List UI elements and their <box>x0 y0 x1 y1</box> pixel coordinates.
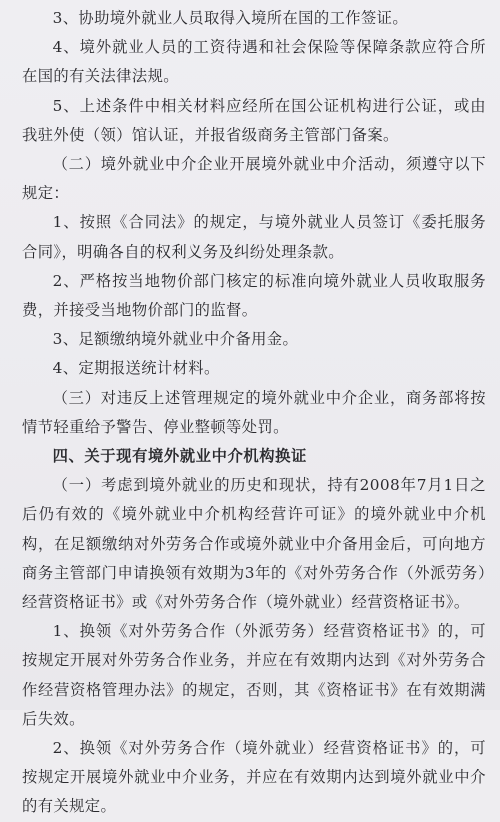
paragraph-item-4-wages: 4、境外就业人员的工资待遇和社会保险等保障条款应符合所在国的有关法律法规。 <box>22 38 486 86</box>
section-heading-4: 四、关于现有境外就业中介机构换证 <box>52 447 307 466</box>
paragraph-rule-3-reserve: 3、足额缴纳境外就业中介备用金。 <box>52 330 299 349</box>
paragraph-rule-2-fees: 2、严格按当地物价部门核定的标准向境外就业人员收取服务费，并接受当地物价部门的监督。 <box>22 271 486 320</box>
paragraph-section-4-1-exchange: （一）考虑到境外就业的历史和现状，持有2008年7月1日之后仍有效的《境外就业中介机构经营许可证》的境外就业中介机构，在足额缴纳对外劳务合作或境外就业中介备用金后，可向地方商务主管部门申请换领有效期为3年的《对外劳务合作（外派劳务）经营资格证书》或《对外劳务合作（境外就业）经营资格证书》。 <box>22 476 486 612</box>
paragraph-section-3-penalties: （三）对违反上述管理规定的境外就业中介企业，商务部将按情节轻重给予警告、停业整顿等处罚。 <box>22 388 486 436</box>
paragraph-item-3-visa: 3、协助境外就业人员取得入境所在国的工作签证。 <box>52 9 409 27</box>
paragraph-section-2-intro: （二）境外就业中介企业开展境外就业中介活动，须遵守以下规定： <box>22 155 486 203</box>
paragraph-item-5-notarization: 5、上述条件中相关材料应经所在国公证机构进行公证，或由我驻外使（领）馆认证，并报省级商务主管部门备案。 <box>22 96 486 144</box>
paragraph-exchange-item-2: 2、换领《对外劳务合作（境外就业）经营资格证书》的，可按规定开展境外就业中介业务，并应在有效期内达到境外就业中介的有关规定。 <box>22 739 486 816</box>
paragraph-rule-1-contract: 1、按照《合同法》的规定，与境外就业人员签订《委托服务合同》，明确各自的权利义务及纠纷处理条款。 <box>22 213 486 261</box>
paragraph-exchange-item-1: 1、换领《对外劳务合作（外派劳务）经营资格证书》的，可按规定开展对外劳务合作业务，并应在有效期内达到《对外劳务合作经营资格管理办法》的规定，否则，其《资格证书》在有效期满后失效。 <box>22 622 486 728</box>
paragraph-rule-4-statistics: 4、定期报送统计材料。 <box>52 359 220 378</box>
